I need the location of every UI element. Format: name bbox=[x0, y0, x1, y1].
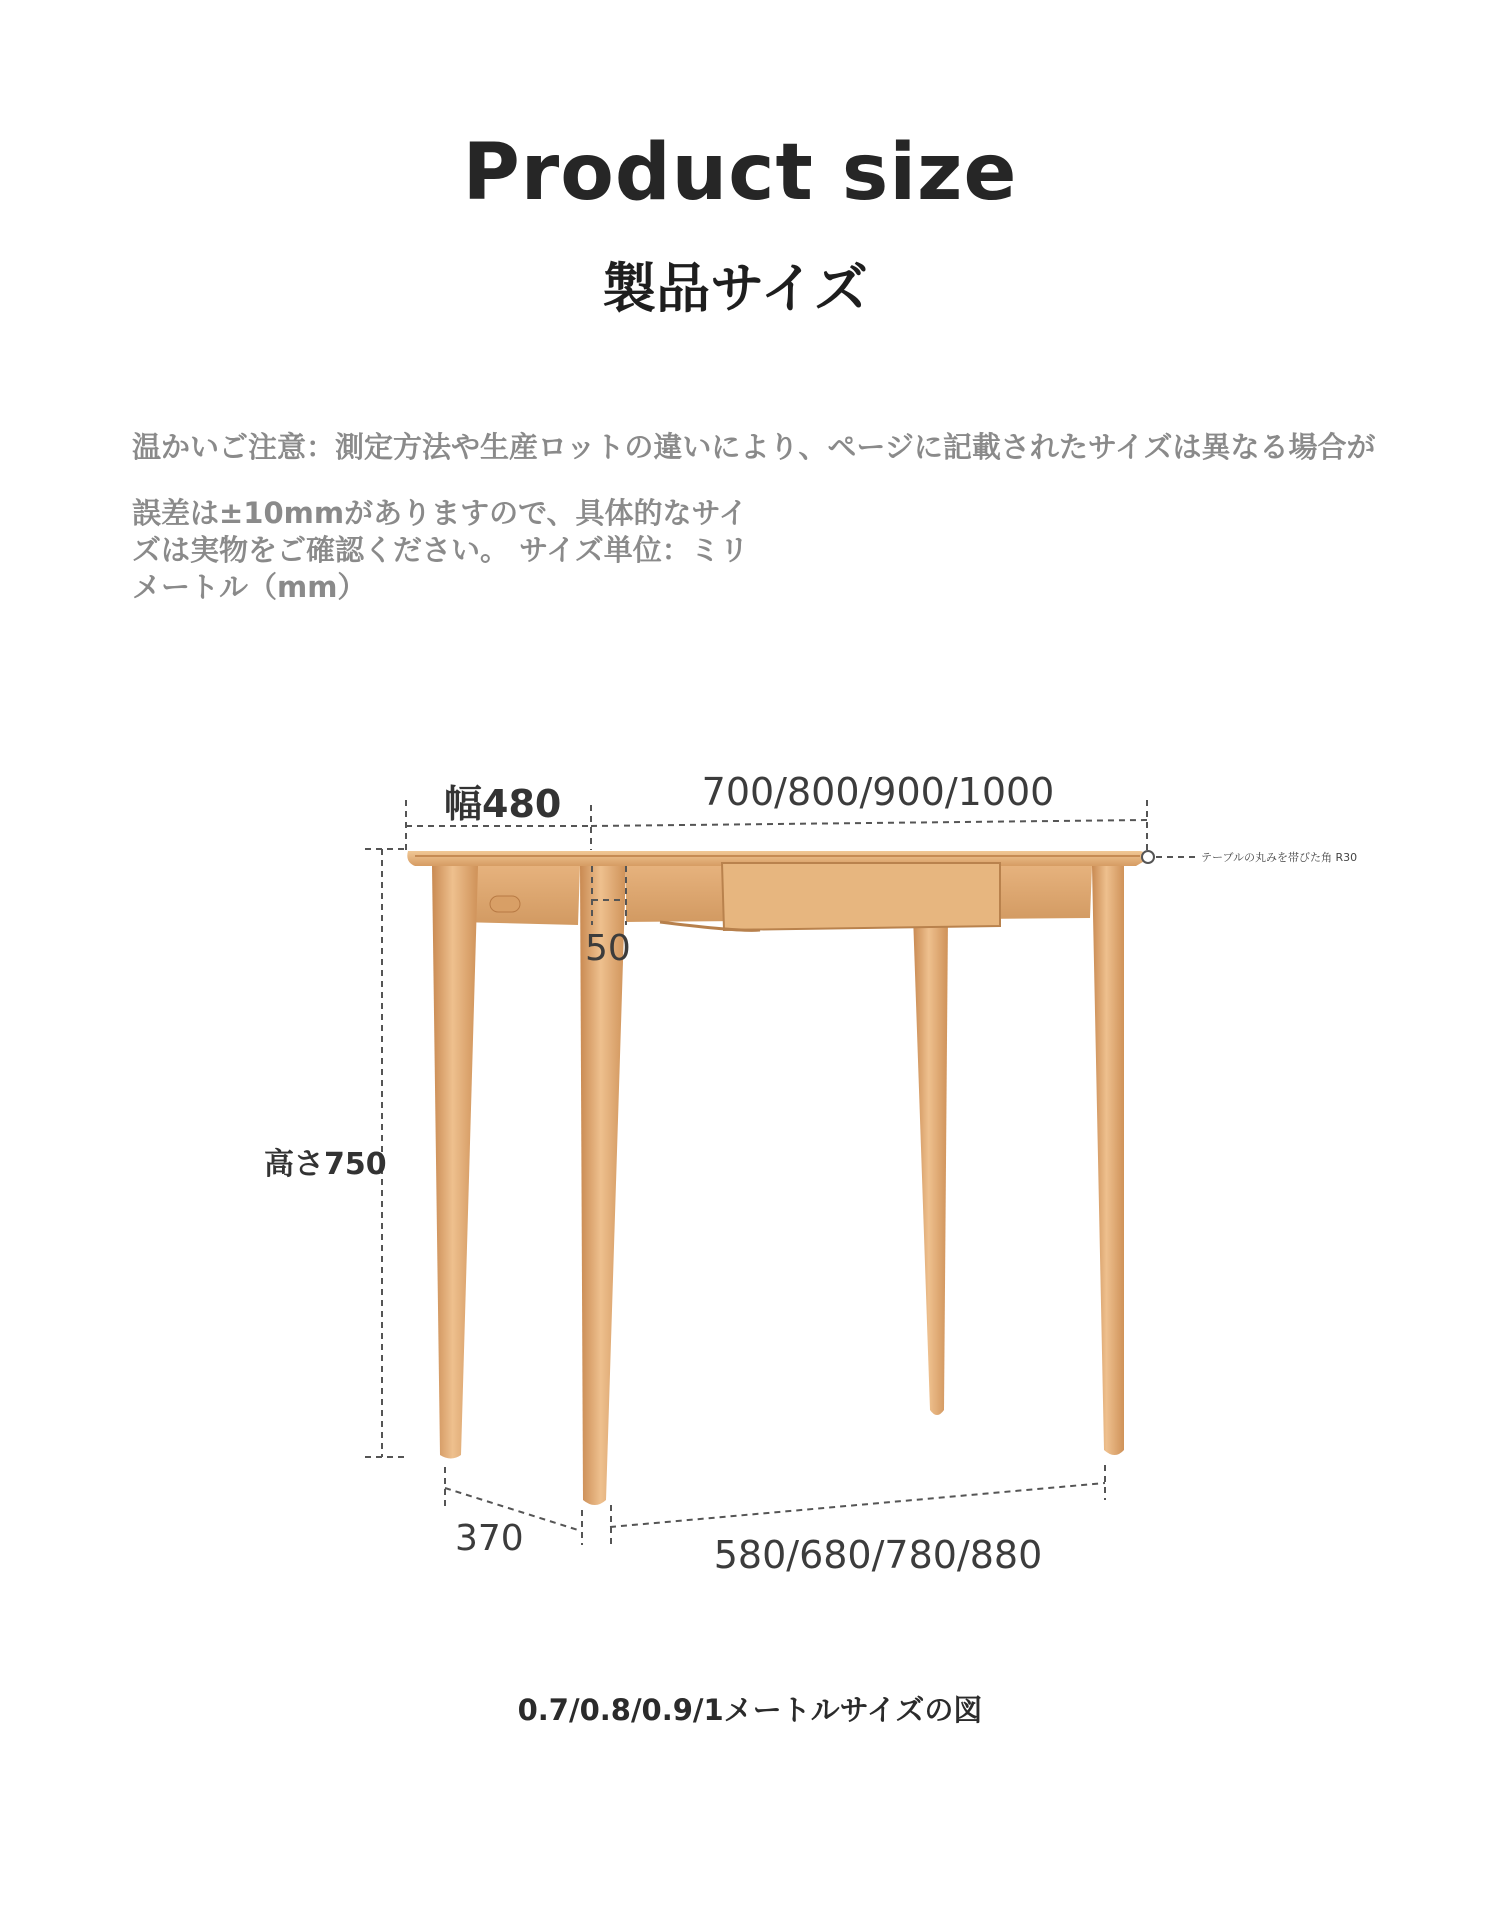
notice-line-2: 誤差は±10mmがありますので、具体的なサイ bbox=[132, 496, 748, 530]
front-left-leg bbox=[432, 866, 478, 1459]
corner-note: テーブルの丸みを帯びた角 R30 bbox=[1201, 851, 1358, 864]
leg-depth-label: 370 bbox=[455, 1518, 524, 1559]
diagram-caption: 0.7/0.8/0.9/1メートルサイズの図 bbox=[517, 1693, 983, 1727]
leg-width-label: 580/680/780/880 bbox=[713, 1533, 1043, 1577]
page-title-en: Product size bbox=[462, 128, 1018, 218]
notice-line-4: メートル（mm） bbox=[132, 570, 367, 604]
front-right-leg bbox=[1092, 866, 1124, 1455]
page-title-ja: 製品サイズ bbox=[602, 257, 868, 320]
depth-label: 幅480 bbox=[444, 782, 562, 826]
notice-line-3: ズは実物をご確認ください。 サイズ単位：ミリ bbox=[132, 533, 749, 567]
notice-line-1: 温かいご注意：測定方法や生産ロットの違いにより、ページに記載されたサイズは異なる場合が bbox=[132, 430, 1376, 464]
corner-marker bbox=[1142, 851, 1154, 863]
drawer-front bbox=[722, 863, 1000, 930]
frame-label: 50 bbox=[585, 928, 631, 969]
side-handle bbox=[490, 896, 520, 912]
height-label: 高さ750 bbox=[264, 1147, 387, 1182]
width-label: 700/800/900/1000 bbox=[701, 770, 1055, 814]
back-right-leg bbox=[913, 915, 948, 1415]
